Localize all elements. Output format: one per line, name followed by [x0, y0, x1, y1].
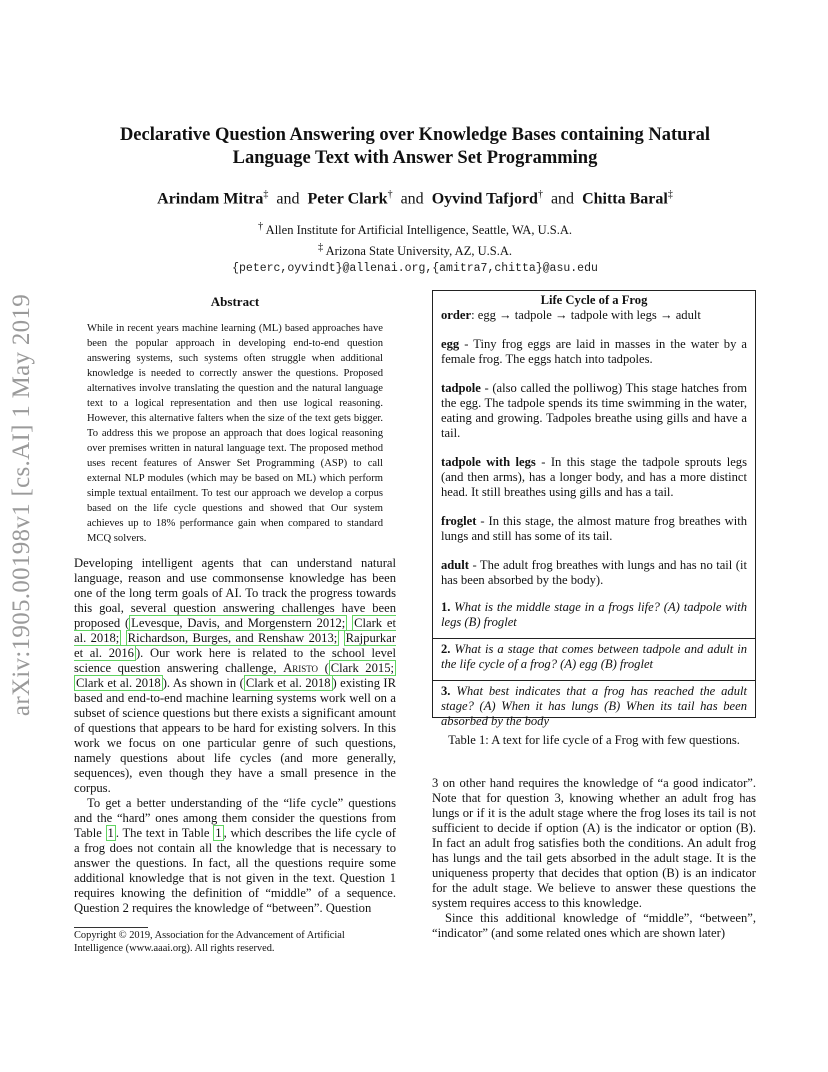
affiliations: [90, 218, 740, 277]
entry-term: tadpole with legs: [441, 455, 536, 469]
author-list: [90, 185, 740, 209]
abstract-text: While in recent years machine learning (ML) based approaches have been the popular approach in developing end-to-end question answering systems, such systems often struggle when additional knowledge is needed to correctly answer the questions. Proposed alternatives involve translating the question and the natural language text to a logical representation and then use logical reasoning. However, this alternative falters when the size of the text gets bigger. To address this we propose an approach that does logical reasoning over premises written in natural language text. The proposed method uses recent features of Answer Set Programming (ASP) to call external NLP modules (which may be based on ML) which perform simple textual entailment. To test our approach we develop a corpus based on the life cycle questions and showed that Our system achieves up to 18% performance gain when compared to standard MCQ solvers.: [87, 323, 383, 544]
question-number: 2: [441, 642, 448, 656]
text-run: Developing intelligent agents that can understand natural language, reason and use commonsense knowledge has been one of the long term goals of AI. To track the progress towards this goal, several question answering challenges have been proposed (: [74, 556, 396, 630]
question-number-suffix: .: [447, 642, 451, 656]
entry-term: froglet: [441, 514, 477, 528]
frog-lifecycle-table: [432, 290, 756, 728]
author-mark: †: [537, 189, 543, 200]
text-run: ) existing IR based and end-to-end machine learning systems work well on a subset of science questions but there exists a significant amount of questions that appears to be hard for existing solvers. In this work we focus on one particular genre of such questions, namely questions about life cycles (and more generally, sequences), even though they have a small presence in the corpus.: [74, 676, 396, 795]
right-paragraph-2: Since this additional knowledge of “middle”, “between”, “indicator” (and some related ones which are shown later): [432, 911, 756, 940]
stage-entry: [441, 337, 747, 367]
author-separator: and: [400, 190, 424, 208]
table-ref-link[interactable]: 1: [215, 826, 222, 840]
entry-text: - The adult frog breathes with lungs and has no tail (it has been absorbed by the body).: [441, 558, 747, 587]
citation-link[interactable]: Levesque, Davis, and Morgenstern 2012;: [131, 616, 346, 630]
entry-text: : egg → tadpole → tadpole with legs → adult: [471, 308, 701, 322]
text-run: To get a better understanding of the “life cycle” questions and the “hard” ones among them consider the questions from Table: [74, 796, 396, 840]
author-separator: and: [276, 190, 300, 208]
affil-mark: ‡: [318, 242, 324, 254]
citation-link[interactable]: Richardson, Burges, and Renshaw 2013;: [127, 631, 338, 645]
question-number-suffix: .: [447, 684, 451, 698]
question-text: What is the middle stage in a frogs life? (A) tadpole with legs (B) froglet: [441, 600, 747, 629]
affiliation-1: Allen Institute for Artificial Intelligence, Seattle, WA, U.S.A.: [265, 223, 572, 238]
intro-section: [74, 556, 396, 916]
entry-term: tadpole: [441, 381, 481, 395]
stage-entry: [441, 455, 747, 500]
arxiv-id-text: arXiv:1905.00198v1 [cs.AI] 1 May 2019: [8, 293, 35, 717]
table-divider: [433, 638, 755, 639]
citation-link[interactable]: Clark et al. 2018: [245, 676, 331, 690]
question-item: [441, 684, 747, 729]
stage-entry: [441, 381, 747, 441]
table-title: Life Cycle of a Frog: [540, 293, 648, 307]
table-caption: Table 1: A text for life cycle of a Frog with few questions.: [448, 733, 740, 747]
author-mark: ‡: [263, 189, 269, 200]
entry-term: order: [441, 308, 472, 322]
text-run: . The text in Table: [115, 826, 214, 840]
text-run: ). Our work here is related to the school level science question answering challenge,: [74, 646, 396, 675]
footnote-rule: [74, 927, 148, 928]
question-text: What is a stage that comes between tadpole and adult in the life cycle of a frog? (A) egg (B) froglet: [441, 642, 747, 671]
entry-term: adult: [441, 558, 469, 572]
author-name: Peter Clark: [307, 190, 388, 208]
text-run: (: [318, 661, 329, 675]
text-run: ). As shown in (: [162, 676, 244, 690]
affiliation-line: [90, 239, 740, 260]
table-divider: [433, 680, 755, 681]
text-run: , which describes the life cycle of a frog does not contain all the knowledge that is necessary to answer the questions. In fact, all the questions require some additional knowledge that is not given in the text. Question 1 requires knowing the definition of “middle” of a sequence. Question 2 requires the knowledge of “between”. Question: [74, 826, 396, 915]
entry-text: - Tiny frog eggs are laid in masses in the water by a female frog. The eggs hatch into tadpoles.: [441, 337, 747, 366]
question-item: [441, 600, 747, 630]
entry-text: - In this stage, the almost mature frog breathes with lungs and still has some of its tail.: [441, 514, 747, 543]
entry-text: - (also called the polliwog) This stage hatches from the egg. The tadpole spends its time swimming in the water, eating and growing. Tadpoles breathe using gills and have a tail.: [441, 381, 747, 440]
author-mark: ‡: [667, 189, 673, 200]
question-item: [441, 642, 747, 672]
author-separator: and: [550, 190, 575, 208]
author-name: Oyvind Tafjord: [431, 190, 538, 208]
abstract-heading: Abstract: [210, 294, 260, 309]
stage-entry: [441, 558, 747, 588]
arxiv-side-identifier: [2, 265, 42, 745]
question-number-suffix: .: [447, 600, 451, 614]
question-number: 1: [441, 600, 448, 614]
aristo-name: Aristo: [283, 661, 319, 675]
citation-link[interactable]: Rajpurkar et al. 2016: [74, 631, 397, 660]
email-line: {peterc,oyvindt}@allenai.org,{amitra7,chitta}@asu.edu: [232, 262, 598, 276]
question-number: 3: [441, 684, 448, 698]
paper-title: Declarative Question Answering over Knowledge Bases containing Natural Language Text with Answer Set Programming: [119, 125, 711, 168]
citation-link[interactable]: Clark et al. 2018: [76, 676, 161, 690]
table-ref-link[interactable]: 1: [107, 826, 114, 840]
author-name: Arindam Mitra: [157, 190, 264, 208]
intro-paragraph-1: [74, 556, 396, 796]
entry-text: - In this stage the tadpole sprouts legs (and then arms), has a longer body, and has a more distinct head. It still breathes using gills and has a tail.: [441, 455, 747, 499]
affiliation-2: Arizona State University, AZ, U.S.A.: [325, 244, 512, 259]
question-text: What best indicates that a frog has reached the adult stage? (A) When it has lungs (B) When its tail has been absorbed by the body: [441, 684, 748, 728]
copyright-footnote: Copyright © 2019, Association for the Advancement of Artificial Intelligence (www.aaai.org). All rights reserved.: [74, 930, 345, 954]
order-entry: [441, 308, 747, 323]
stage-entry: [441, 514, 747, 544]
right-column-text: [432, 776, 756, 941]
citation-link[interactable]: Clark 2015;: [330, 661, 394, 675]
affil-mark: †: [258, 221, 264, 232]
affiliation-line: [90, 218, 740, 239]
author-mark: †: [387, 189, 393, 200]
citation-link[interactable]: Clark et al. 2018;: [74, 616, 396, 645]
author-name: Chitta Baral: [582, 190, 668, 208]
intro-paragraph-2: [74, 796, 396, 916]
entry-term: egg: [441, 337, 460, 351]
right-paragraph-1: 3 on other hand requires the knowledge of “a good indicator”. Note that for question 3, knowing whether an adult frog has lungs or if it is the adult stage where the frog loses its tail is not sufficient to decide if option (A) is the indicator or option (B). In fact an adult frog satisfies both the conditions. An adult frog has lungs and the tail gets absorbed in the adult stage. It is the uniqueness property that decides that option (B) is an indicator for the adult stage. We believe to answer these questions the system requires access to this knowledge.: [432, 776, 756, 910]
